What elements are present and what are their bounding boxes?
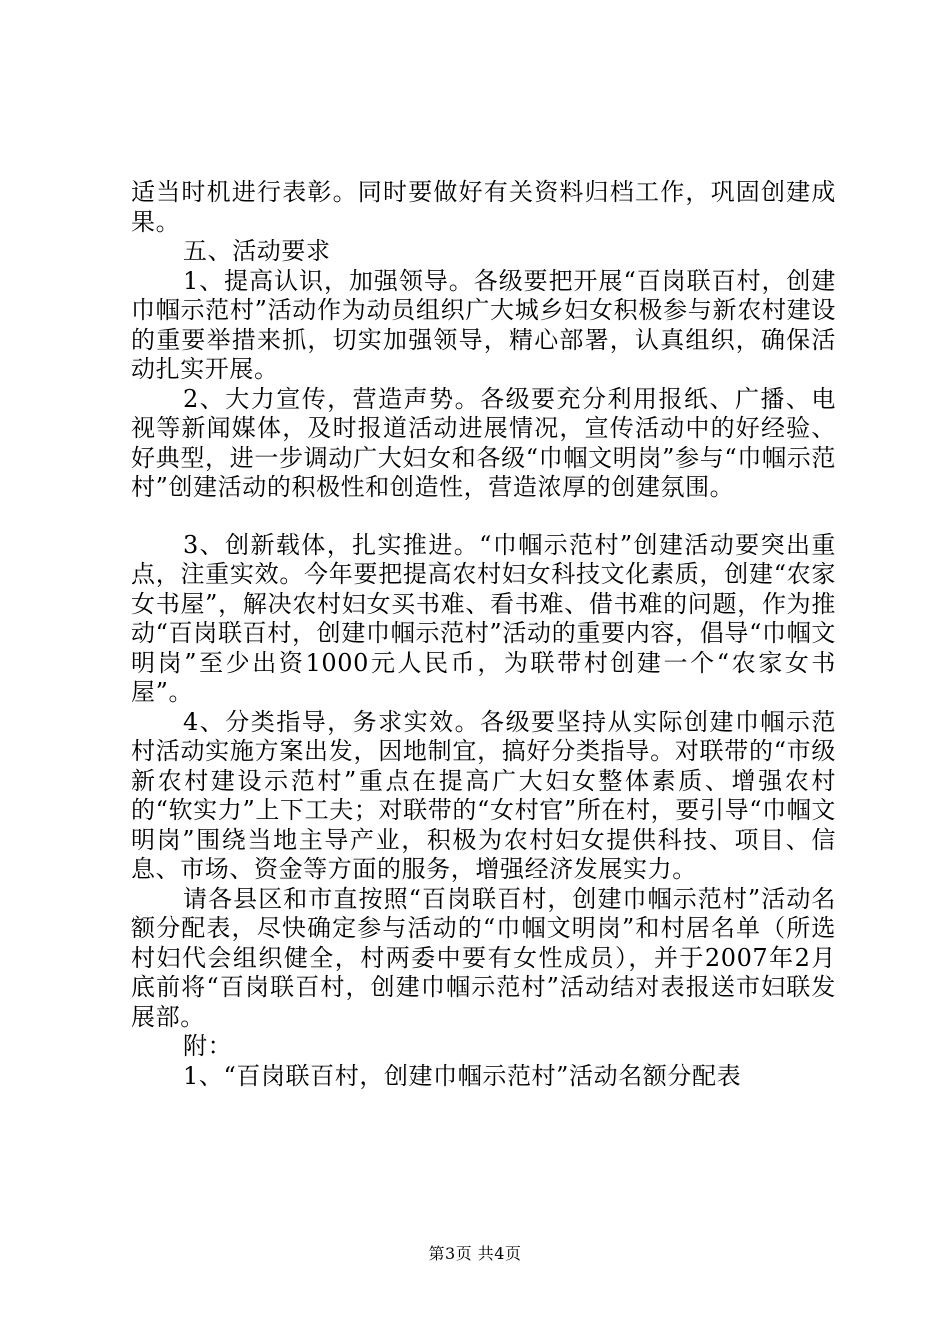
- requirement-item-2: 2、大力宣传，营造声势。各级要充分利用报纸、广播、电视等新闻媒体，及时报道活动进展情况，宣传活动中的好经验、好典型，进一步调动广大妇女和各级“巾帼文明岗”参与“巾帼示范村”创建活动的积极性和创造性，营造浓厚的创建氛围。: [131, 384, 836, 501]
- submission-request-paragraph: 请各县区和市直按照“百岗联百村，创建巾帼示范村”活动名额分配表，尽快确定参与活动的“巾帼文明岗”和村居名单（所选村妇代会组织健全，村两委中要有女性成员），并于2007年2月底前将“百岗联百村，创建巾帼示范村”活动结对表报送市妇联发展部。: [131, 884, 836, 1031]
- requirement-item-1: 1、提高认识，加强领导。各级要把开展“百岗联百村，创建巾帼示范村”活动作为动员组织广大城乡妇女积极参与新农村建设的重要举措来抓，切实加强领导，精心部署，认真组织，确保活动扎实开展。: [131, 266, 836, 383]
- document-body: [131, 178, 836, 1091]
- requirement-item-3: 3、创新载体，扎实推进。“巾帼示范村”创建活动要突出重点，注重实效。今年要把提高农村妇女科技文化素质，创建“农家女书屋”，解决农村妇女买书难、看书难、借书难的问题，作为推动“百岗联百村，创建巾帼示范村”活动的重要内容，倡导“巾帼文明岗”至少出资1000元人民币，为联带村创建一个“农家女书屋”。: [131, 530, 836, 706]
- section-heading-activity-requirements: 五、活动要求: [183, 237, 331, 265]
- attachment-item-1: 1、“百岗联百村，创建巾帼示范村”活动名额分配表: [183, 1061, 742, 1090]
- requirement-item-4: 4、分类指导，务求实效。各级要坚持从实际创建巾帼示范村活动实施方案出发，因地制宜，搞好分类指导。对联带的“市级新农村建设示范村”重点在提高广大妇女整体素质、增强农村的“软实力”上下工夫；对联带的“女村官”所在村，要引导“巾帼文明岗”围绕当地主导产业，积极为农村妇女提供科技、项目、信息、市场、资金等方面的服务，增强经济发展实力。: [131, 707, 836, 883]
- paragraph-gap: [131, 503, 836, 531]
- paragraph-closing-commendation: 适当时机进行表彰。同时要做好有关资料归档工作，巩固创建成果。: [131, 178, 836, 236]
- attachment-label: 附：: [183, 1032, 233, 1060]
- page-number-footer: 第3页 共4页: [428, 1244, 522, 1263]
